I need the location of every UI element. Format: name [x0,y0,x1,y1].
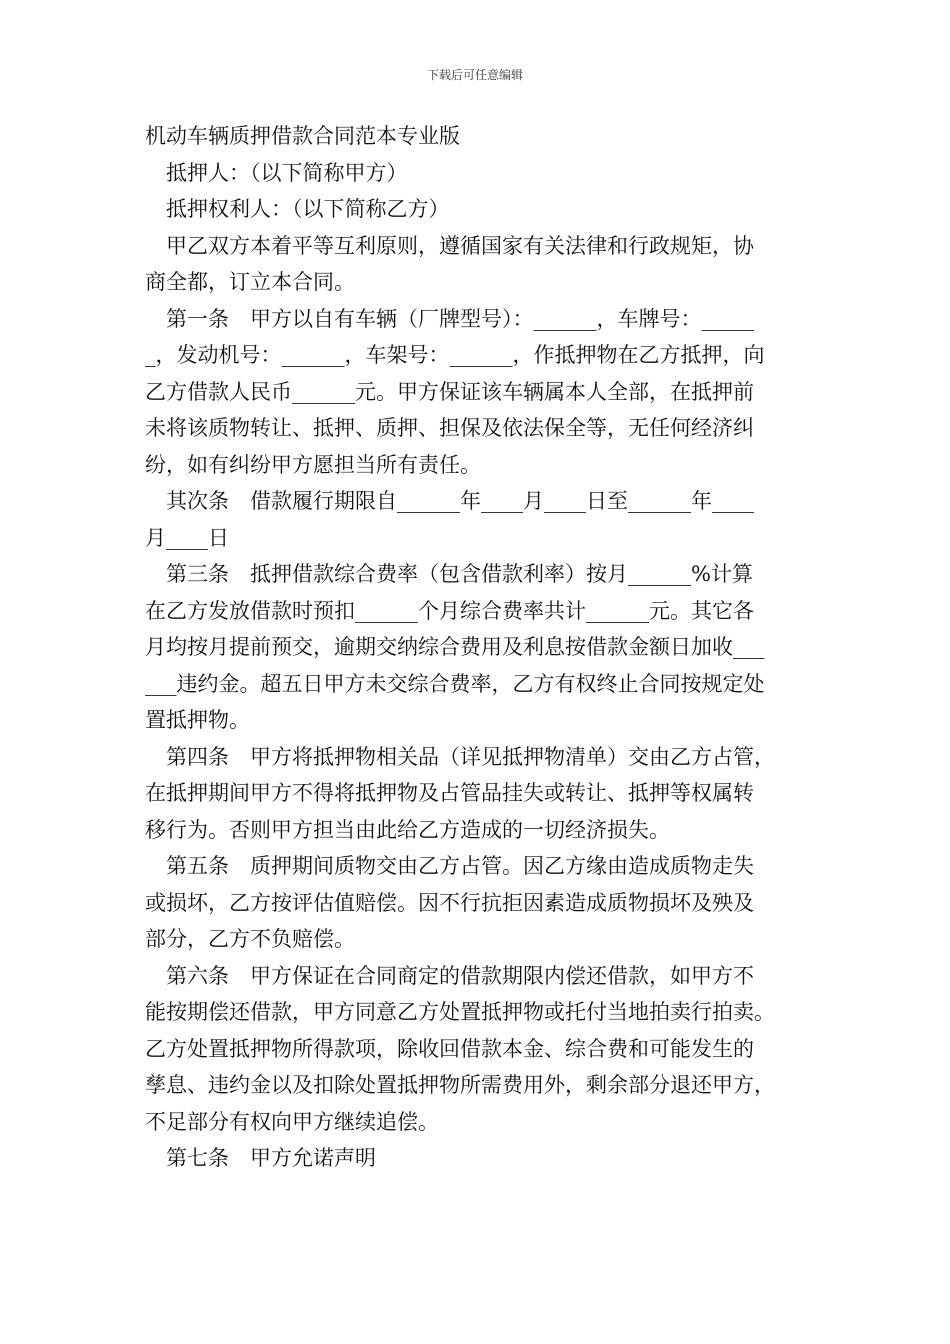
paragraph-line: 不足部分有权向甲方继续追偿。 [145,1109,439,1134]
paragraph-article-4 [145,739,811,849]
paragraph-line: 置抵押物。 [145,708,250,732]
paragraph-line: 乙方借款人民币______元。甲方保证该车辆属本人全部，在抵押前 [145,379,754,404]
paragraph-line: ___违约金。超五日甲方未交综合费率，乙方有权终止合同按规定处 [145,671,765,696]
paragraph-article-5 [145,848,811,958]
paragraph-article-1 [145,301,811,484]
paragraph-line: 在乙方发放借款时预扣______个月综合费率共计______元。其它各 [145,598,754,623]
paragraph-line: 未将该质物转让、抵押、质押、担保及依法保全等，无任何经济纠 [145,416,754,440]
paragraph-line: 月____日 [145,525,229,550]
paragraph-line: 第四条 甲方将抵押物相关品（详见抵押物清单）交由乙方占管， [166,744,775,769]
paragraph-intro [145,228,811,301]
paragraph-line: 能按期偿还借款，甲方同意乙方处置抵押物或托付当地拍卖行拍卖。 [145,1000,775,1024]
paragraph-article-7 [145,1140,811,1177]
party-a-line: 抵押人：（以下简称甲方） [166,160,408,185]
paragraph-line: 其次条 借款履行期限自______年____月____日至______年____ [166,489,754,513]
paragraph-line: 月均按月提前预交，逾期交纳综合费用及利息按借款金额日加收___ [145,635,765,659]
paragraph-line: 第三条 抵押借款综合费率（包含借款利率）按月______%计算 [166,562,753,586]
party-b-line: 抵押权利人：（以下简称乙方） [166,197,450,221]
paragraph-line: _，发动机号：______，车架号：______，作抵押物在乙方抵押，向 [145,343,765,367]
document-title: 机动车辆质押借款合同范本专业版 [145,124,460,148]
contract-document [145,118,811,1177]
paragraph-line: 孳息、违约金以及扣除处置抵押物所需费用外，剩余部分退还甲方， [145,1073,775,1097]
paragraph-line: 部分，乙方不负赔偿。 [145,927,355,951]
paragraph-line: 商全都，订立本合同。 [145,270,355,294]
paragraph-line: 移行为。否则甲方担当由此给乙方造成的一切经济损失。 [145,817,670,842]
paragraph-line: 第五条 质押期间质物交由乙方占管。因乙方缘由造成质物走失 [166,854,754,878]
paragraph-article-6 [145,958,811,1141]
paragraph-article-3 [145,556,811,739]
paragraph-line: 甲乙双方本着平等互利原则，遵循国家有关法律和行政规矩，协 [166,233,754,258]
paragraph-line: 第六条 甲方保证在合同商定的借款期限内偿还借款，如甲方不 [166,963,754,988]
page-header-note: 下载后可任意编辑 [426,68,523,82]
paragraph-line: 在抵押期间甲方不得将抵押物及占管品挂失或转让、抵押等权属转 [145,781,754,805]
paragraph-line: 纷，如有纠纷甲方愿担当所有责任。 [145,452,481,477]
paragraph-line: 或损坏，乙方按评估值赔偿。因不行抗拒因素造成质物损坏及殃及 [145,890,754,915]
paragraph-line: 第一条 甲方以自有车辆（厂牌型号）：______，车牌号：_____ [166,306,754,331]
paragraph-article-2 [145,483,811,556]
paragraph-line: 第七条 甲方允诺声明 [166,1146,376,1170]
paragraph-line: 乙方处置抵押物所得款项，除收回借款本金、综合费和可能发生的 [145,1036,754,1061]
